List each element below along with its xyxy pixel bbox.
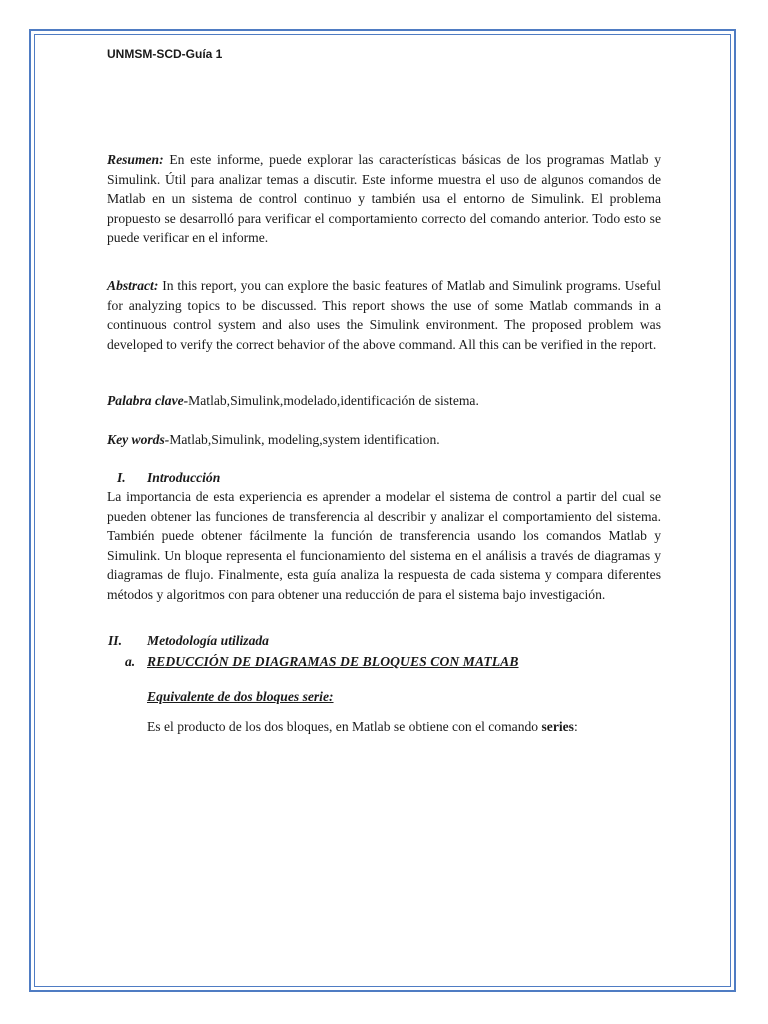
running-header: UNMSM-SCD-Guía 1 <box>107 47 223 61</box>
subsection-a-title: REDUCCIÓN DE DIAGRAMAS DE BLOQUES CON MATLAB <box>147 654 519 669</box>
keywords-en-lead: Key words- <box>107 432 170 447</box>
section-2-number: II. <box>108 633 122 648</box>
subsection-a-label: a. <box>125 654 136 669</box>
abstract-en-paragraph <box>107 276 661 354</box>
series-text: Es el producto de los dos bloques, en Matlab se obtiene con el comando <box>147 719 542 734</box>
series-command: series <box>541 719 574 734</box>
section-2-title: Metodología utilizada <box>147 633 269 648</box>
introduction-paragraph: La importancia de esta experiencia es aprender a modelar el sistema de control a partir del cual se pueden obtener las funciones de transferencia al describir y analizar el comportamiento del sistema. También puede obtener fácilmente la función de transferencia usando los comandos Matlab y Simulink. Un bloque representa el funcionamiento del sistema en el análisis a través de diagramas y diagramas de flujo. Finalmente, esta guía analiza la respuesta de cada sistema y compara diferentes métodos y algoritmos con para obtener una reducción de para el sistema bajo investigación. <box>107 489 661 602</box>
keywords-en-text: Matlab,Simulink, modeling,system identification. <box>169 432 440 447</box>
keywords-es-lead: Palabra clave- <box>107 393 189 408</box>
abstract-es-text: En este informe, puede explorar las características básicas de los programas Matlab y Simulink. Útil para analizar temas a discutir. Este informe muestra el uso de algunos comandos de Matlab en un sistema de control continuo y también usa el entorno de Simulink. El problema propuesto se desarrolló para verificar el comportamiento correcto del comando anterior. Todo esto se puede verificar en el informe. <box>107 152 661 246</box>
series-description <box>147 719 578 735</box>
keywords-en-line <box>107 430 661 450</box>
series-end: : <box>573 719 578 734</box>
abstract-es-lead: Resumen: <box>107 152 164 167</box>
abstract-en-lead: Abstract: <box>107 278 159 293</box>
subsection-series-title: Equivalente de dos bloques serie: <box>147 689 334 704</box>
keywords-es-line <box>107 391 661 411</box>
section-1-number: I. <box>117 470 126 485</box>
section-1-title: Introducción <box>147 470 221 485</box>
keywords-es-text: Matlab,Simulink,modelado,identificación de sistema. <box>188 393 479 408</box>
abstract-es-paragraph <box>107 150 661 248</box>
abstract-en-text: In this report, you can explore the basic features of Matlab and Simulink programs. Useful for analyzing topics to be discussed. This report shows the use of some Matlab commands in a continuous control system and also uses the Simulink environment. The proposed problem was developed to verify the correct behavior of the above command. All this can be verified in the report. <box>107 278 661 352</box>
